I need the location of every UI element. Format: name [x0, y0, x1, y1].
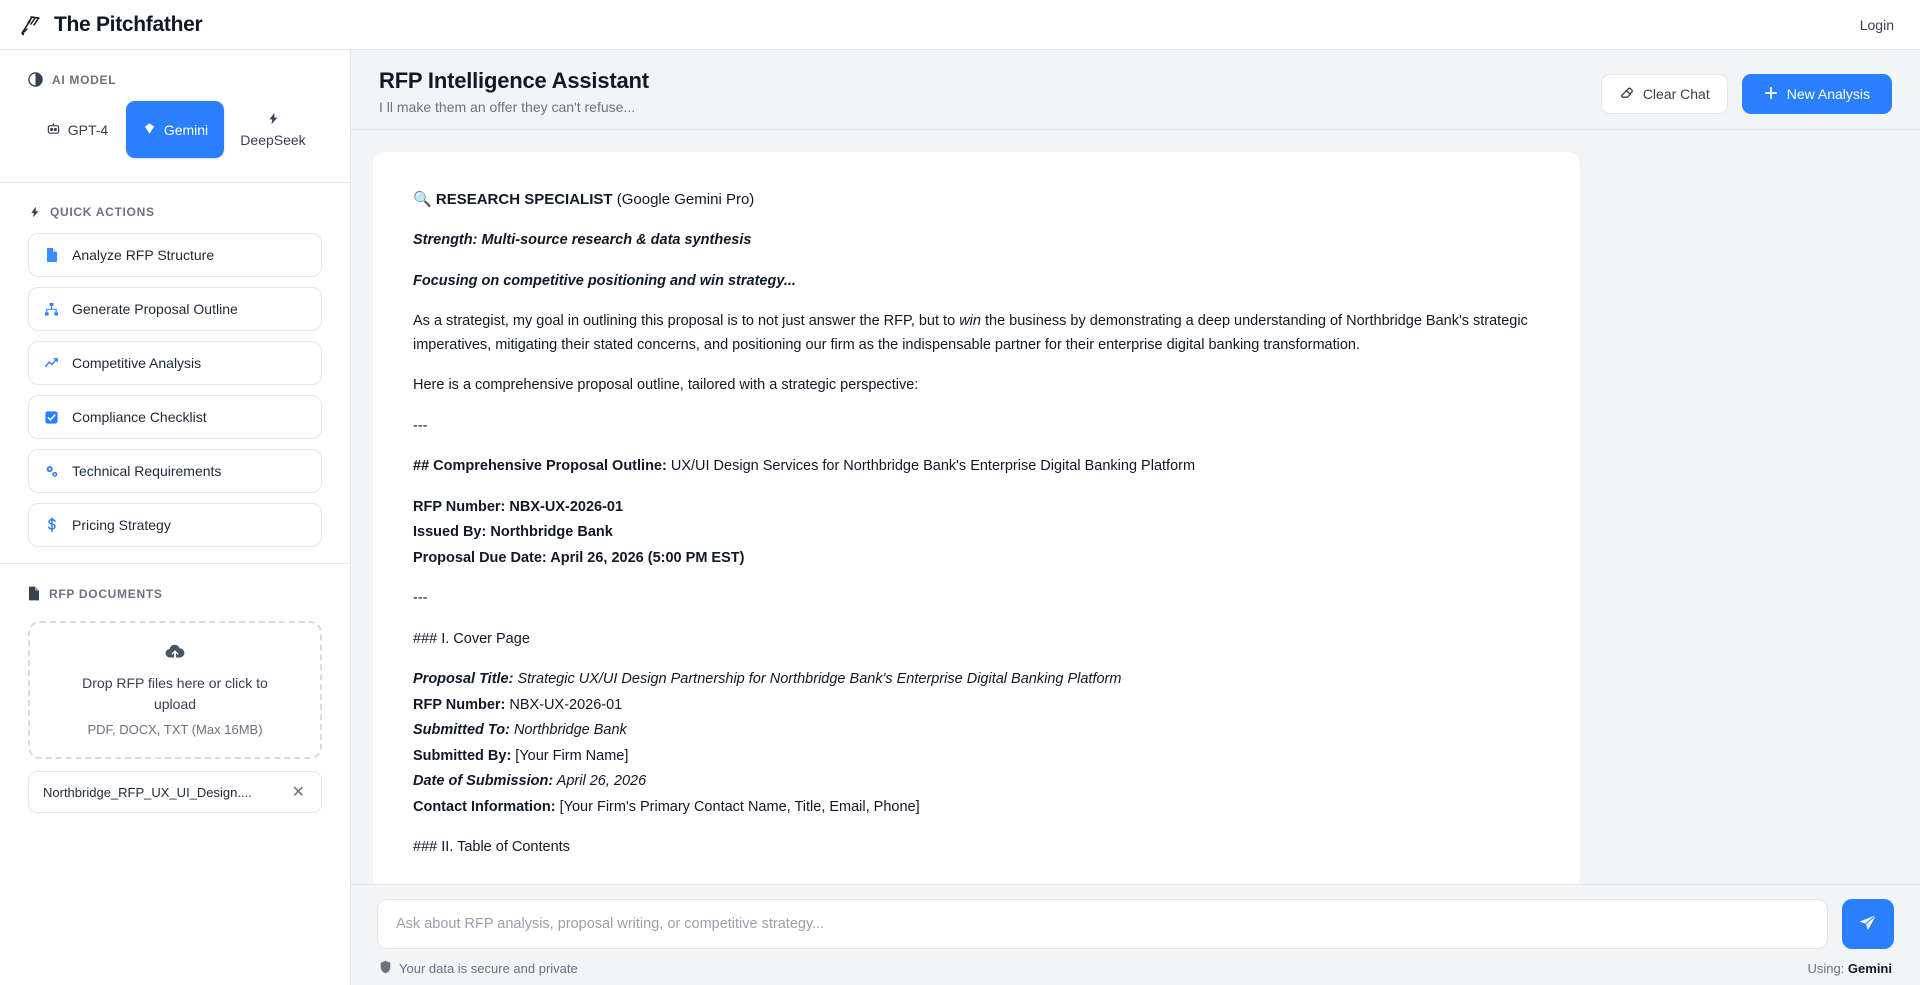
model-label-deepseek: DeepSeek	[240, 132, 306, 149]
cover-date-of-submission	[413, 770, 1540, 793]
cover-value: [Your Firm's Primary Contact Name, Title, Email, Phone]	[555, 798, 920, 815]
new-analysis-button[interactable]	[1742, 74, 1892, 114]
file-icon	[28, 586, 40, 601]
eraser-icon	[1619, 85, 1634, 103]
uploaded-file-item[interactable]	[28, 771, 322, 813]
quick-action-label: Technical Requirements	[72, 463, 222, 480]
robot-icon	[46, 121, 61, 139]
sitemap-icon	[43, 302, 60, 317]
meta-key: RFP Number:	[413, 498, 506, 515]
message-focus: Focusing on competitive positioning and win strategy...	[413, 272, 796, 289]
message-intro-b: the business by demonstrating a deep understanding of Northbridge Bank's strategic imperatives, mitigating their stated concerns, and positioning our firm as the indispensable partner for their enterprise digital banking transformation.	[413, 313, 1528, 353]
close-icon[interactable]: ✕	[291, 784, 305, 802]
send-icon	[1858, 913, 1878, 936]
quick-actions-list	[0, 233, 350, 557]
quick-action-competitive-analysis[interactable]	[28, 341, 322, 385]
brand-title: The Pitchfather	[54, 12, 203, 36]
dropzone-main-text: Drop RFP files here or click to upload	[82, 675, 268, 712]
meta-value: NBX-UX-2026-01	[505, 498, 624, 515]
quick-action-label: Analyze RFP Structure	[72, 247, 215, 264]
message-intro-emphasis: win	[959, 313, 981, 330]
chat-input[interactable]	[377, 899, 1828, 949]
assistant-message	[373, 152, 1580, 884]
send-button[interactable]	[1842, 899, 1894, 949]
cover-value: Strategic UX/UI Design Partnership for Northbridge Bank's Enterprise Digital Banking Platform	[513, 671, 1122, 688]
quick-action-label: Pricing Strategy	[72, 517, 171, 534]
message-role-title: RESEARCH SPECIALIST	[435, 191, 613, 208]
message-role-model: (Google Gemini Pro)	[616, 191, 755, 208]
cover-contact-information	[413, 796, 1540, 819]
quick-action-pricing-strategy[interactable]	[28, 503, 322, 547]
quick-action-compliance-checklist[interactable]	[28, 395, 322, 439]
brain-icon	[28, 72, 43, 87]
quick-action-label: Competitive Analysis	[72, 355, 202, 372]
cover-value: April 26, 2026	[553, 773, 647, 790]
gem-icon	[142, 121, 157, 139]
message-strength: Strength: Multi-source research & data synthesis	[413, 232, 752, 249]
cover-submitted-by	[413, 745, 1540, 768]
ai-model-heading	[0, 50, 350, 101]
document-icon	[43, 247, 60, 263]
cover-key: Submitted By:	[413, 747, 512, 764]
cover-value: NBX-UX-2026-01	[505, 696, 623, 713]
message-rule-2: ---	[413, 590, 428, 607]
magnifier-icon: 🔍	[413, 191, 432, 208]
main-header	[351, 50, 1920, 130]
chat-scroll-area[interactable]	[351, 130, 1920, 884]
gears-icon	[43, 464, 60, 479]
composer-footer	[377, 949, 1894, 977]
clear-chat-label: Clear Chat	[1642, 86, 1710, 102]
cover-rfp-number	[413, 694, 1540, 717]
bolt-icon	[28, 205, 41, 219]
quick-actions-section	[0, 183, 350, 564]
pitchfork-icon	[18, 13, 44, 37]
rfp-documents-section	[0, 564, 350, 813]
quick-action-generate-proposal-outline[interactable]	[28, 287, 322, 331]
plus-icon	[1764, 86, 1778, 103]
brand[interactable]	[18, 13, 202, 37]
ai-model-section	[0, 50, 350, 183]
meta-key: Proposal Due Date:	[413, 549, 547, 566]
message-section-1: ### I. Cover Page	[413, 630, 530, 647]
page-subtitle: I ll make them an offer they can't refuse...	[379, 99, 636, 115]
quick-action-technical-requirements[interactable]	[28, 449, 322, 493]
using-label: Using:	[1807, 961, 1845, 976]
quick-actions-title: QUICK ACTIONS	[50, 205, 155, 220]
dropzone-sub-text: PDF, DOCX, TXT (Max 16MB)	[87, 721, 263, 737]
main-panel	[351, 50, 1920, 985]
message-lead: Here is a comprehensive proposal outline, tailored with a strategic perspective:	[413, 377, 919, 394]
using-model: Gemini	[1847, 961, 1892, 976]
new-analysis-label: New Analysis	[1786, 86, 1870, 102]
uploaded-file-name: Northbridge_RFP_UX_UI_Design....	[43, 784, 252, 800]
cover-key: Proposal Title:	[413, 671, 514, 688]
cover-key: RFP Number:	[413, 696, 506, 713]
cover-key: Date of Submission:	[413, 773, 554, 790]
cover-proposal-title	[413, 668, 1540, 691]
cover-value: Northbridge Bank	[509, 722, 627, 739]
outline-heading-bold: ## Comprehensive Proposal Outline:	[413, 458, 667, 475]
message-intro	[413, 310, 1540, 357]
composer-row	[377, 899, 1894, 949]
cover-key: Submitted To:	[413, 722, 510, 739]
meta-key: Issued By:	[413, 524, 487, 541]
app-body	[0, 50, 1920, 985]
header-actions	[1601, 68, 1892, 114]
meta-value: April 26, 2026 (5:00 PM EST)	[546, 549, 745, 566]
model-button-deepseek[interactable]	[224, 101, 322, 158]
model-label-gpt4: GPT-4	[67, 121, 109, 138]
meta-issued-by	[413, 521, 1540, 544]
shield-icon	[379, 960, 392, 977]
file-dropzone[interactable]	[28, 621, 322, 759]
sidebar	[0, 50, 351, 985]
message-intro-a: As a strategist, my goal in outlining this proposal is to not just answer the RFP, but to	[413, 313, 960, 330]
page-title: RFP Intelligence Assistant	[379, 68, 649, 93]
outline-heading-rest: UX/UI Design Services for Northbridge Bank's Enterprise Digital Banking Platform	[666, 458, 1196, 475]
quick-action-analyze-rfp-structure[interactable]	[28, 233, 322, 277]
model-label-gemini: Gemini	[163, 121, 209, 138]
quick-actions-heading	[0, 183, 350, 233]
cloud-upload-icon	[164, 643, 186, 665]
cover-submitted-to	[413, 719, 1540, 742]
bolt-icon	[266, 111, 280, 129]
login-link[interactable]: Login	[1859, 16, 1894, 33]
quick-action-label: Compliance Checklist	[72, 409, 207, 426]
model-button-gemini[interactable]	[126, 101, 224, 158]
meta-due-date	[413, 547, 1540, 570]
message-outline-heading	[413, 455, 1540, 478]
quick-action-label: Generate Proposal Outline	[72, 301, 238, 318]
dollar-icon	[43, 517, 60, 533]
security-note	[379, 960, 578, 977]
check-square-icon	[43, 410, 60, 425]
main-header-text	[379, 68, 649, 115]
current-model-indicator	[1807, 961, 1892, 976]
cover-key: Contact Information:	[413, 798, 556, 815]
security-note-text: Your data is secure and private	[399, 961, 578, 976]
model-selector	[0, 101, 350, 176]
meta-value: Northbridge Bank	[486, 524, 613, 541]
composer	[351, 884, 1920, 985]
cover-value: [Your Firm Name]	[511, 747, 629, 764]
rfp-documents-title: RFP DOCUMENTS	[49, 586, 163, 601]
model-button-gpt4[interactable]	[28, 101, 126, 158]
top-bar	[0, 0, 1920, 50]
ai-model-title: AI MODEL	[52, 72, 117, 87]
rfp-documents-heading	[0, 564, 350, 615]
meta-rfp-number	[413, 496, 1540, 519]
message-role-line	[413, 188, 1540, 212]
message-rule-1: ---	[413, 417, 428, 434]
chart-line-icon	[43, 356, 60, 371]
clear-chat-button[interactable]	[1601, 74, 1728, 114]
message-section-2: ### II. Table of Contents	[413, 839, 570, 856]
